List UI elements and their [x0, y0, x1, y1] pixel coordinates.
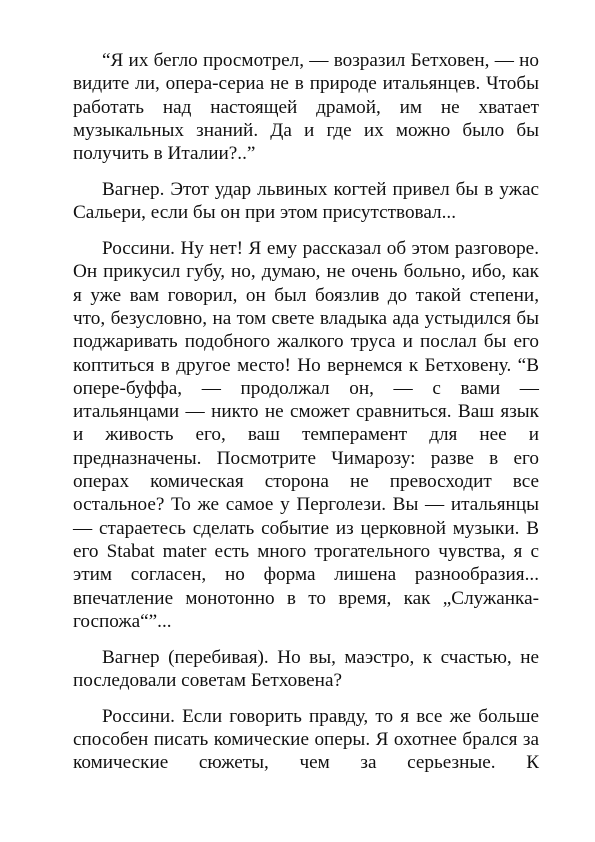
- paragraph-rossini-answer: Россини. Если говорить правду, то я все же больше способен писать комические оперы. Я охотнее брался за комические сюжеты, чем за серьезные. К: [73, 705, 539, 774]
- paragraph-rossini-story: Россини. Ну нет! Я ему рассказал об этом разговоре. Он прикусил губу, но, думаю, не очень больно, ибо, как я уже вам говорил, он был боязлив до такой степени, что, безусловно, на том свете владыка ада устыдился бы поджаривать подобного жалкого труса и послал бы его коптиться в другое место! Но вернемся к Бетховену. “В опере-буффа, — продолжал он, — с вами — итальянцами — никто не сможет сравниться. Ваш язык и живость его, ваш темперамент для нее и предназначены. Посмотрите Чимарозу: разве в его операх комическая сторона не превосходит все остальное? То же самое у Перголези. Вы — итальянцы — стараетесь сделать событие из церковной музыки. В его Stabat mater есть много трогательного чувства, я с этим согласен, но форма лишена разнообразия... впечатление монотонно в то время, как „Служанка-госпожа“”...: [73, 238, 539, 632]
- paragraph-beethoven-quote: “Я их бегло просмотрел, — возразил Бетховен, — но видите ли, опера-сериа не в природе итальянцев. Чтобы работать над настоящей драмой, им не хватает музыкальных знаний. Да и где их можно было бы получить в Италии?..”: [73, 50, 539, 165]
- paragraph-wagner-question: Вагнер (перебивая). Но вы, маэстро, к счастью, не последовали советам Бетховена?: [73, 646, 539, 691]
- paragraph-wagner-remark: Вагнер. Этот удар львиных когтей привел бы в ужас Сальери, если бы он при этом присутствовал...: [73, 178, 539, 224]
- document-page: [73, 49, 539, 775]
